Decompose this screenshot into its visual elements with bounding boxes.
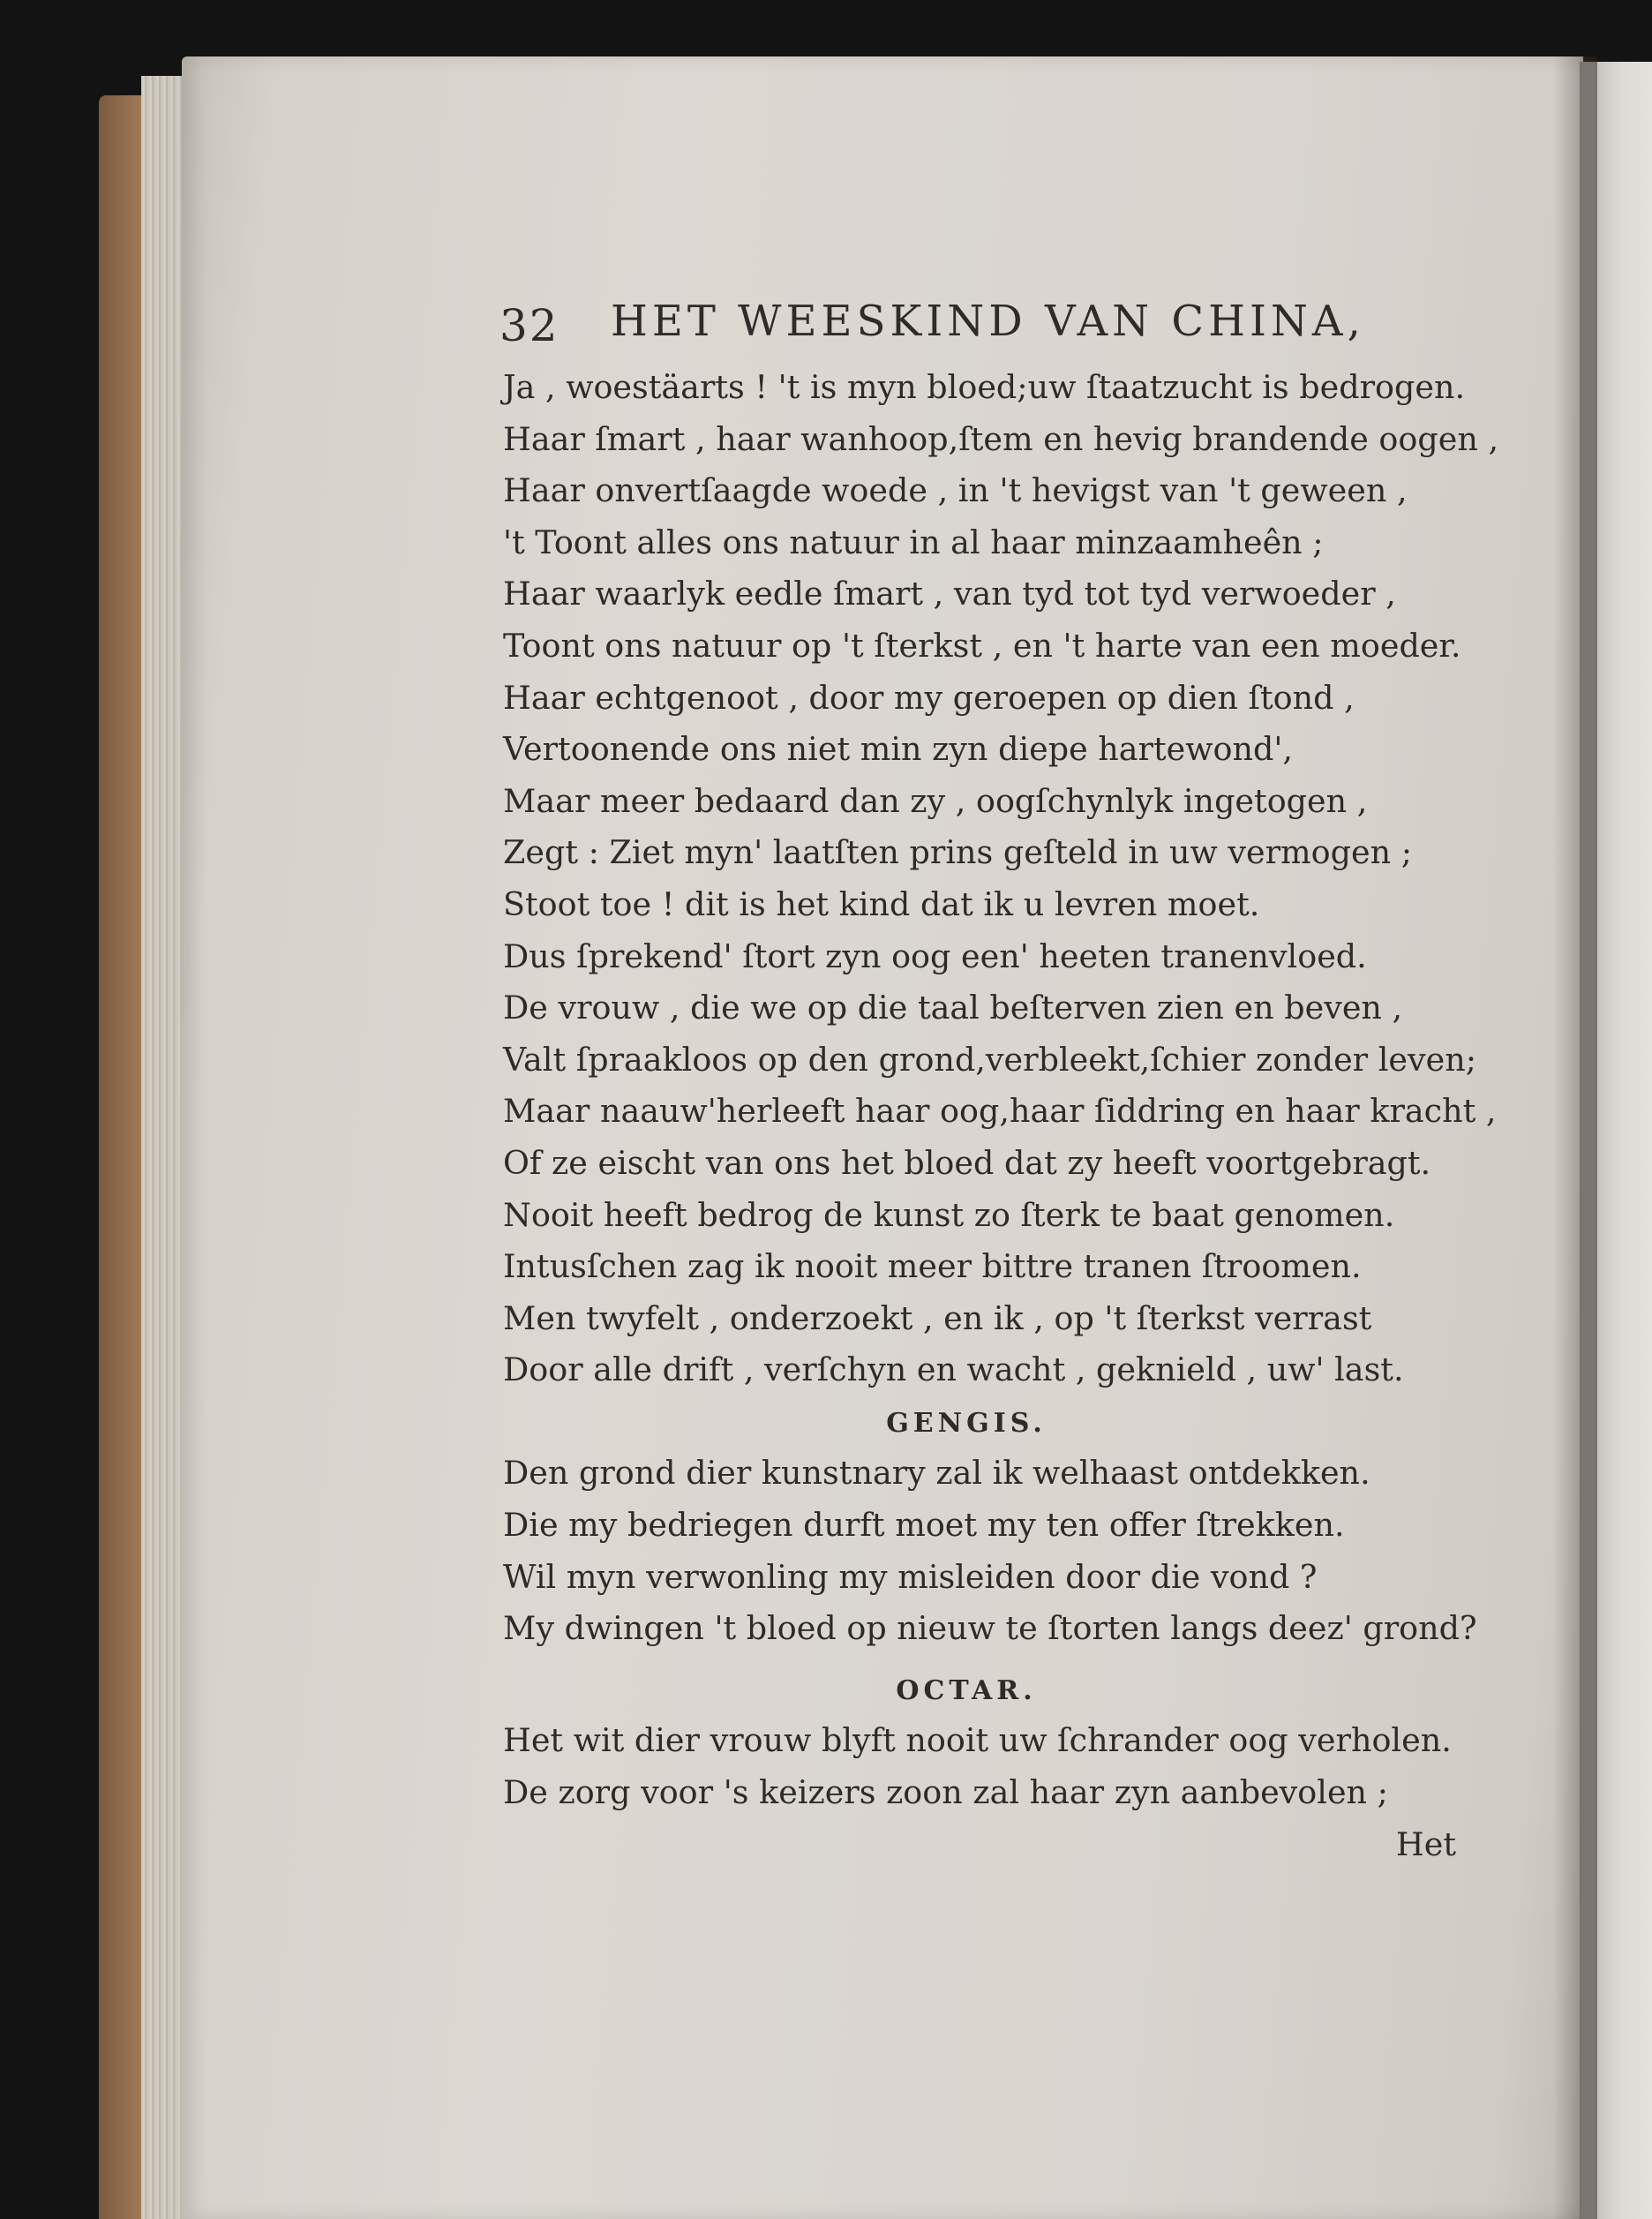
verse-line: Den grond dier kunstnary zal ik welhaast ontdekken. — [503, 1454, 1370, 1493]
verse-line: Maar naauw'herleeft haar oog,haar ſiddring en haar kracht , — [503, 1092, 1497, 1131]
verse-line: Zegt : Ziet myn' laatſten prins geſteld in uw vermogen ; — [503, 833, 1413, 872]
spacer — [503, 1655, 1465, 1664]
running-title: HET WEESKIND VAN CHINA, — [611, 297, 1365, 346]
verse-line: Vertoonende ons niet min zyn diepe hartewond', — [503, 730, 1293, 769]
running-head — [499, 295, 1365, 357]
verse-line: Dus ſprekend' ſtort zyn oog een' heeten tranenvloed. — [503, 936, 1367, 975]
gutter-shadow — [1553, 56, 1597, 2219]
verse-line: Of ze eischt van ons het bloed dat zy heeft voortgebragt. — [503, 1143, 1431, 1182]
verse-line: Die my bedriegen durft moet my ten offer ſtrekken. — [503, 1506, 1345, 1545]
verse-line: Intusſchen zag ik nooit meer bittre tranen ſtroomen. — [503, 1247, 1362, 1286]
verse-line: De zorg voor 's keizers zoon zal haar zyn aanbevolen ; — [503, 1773, 1388, 1812]
verse-line: 't Toont alles ons natuur in al haar minzaamheên ; — [503, 523, 1324, 561]
speaker-name: OCTAR. — [896, 1674, 1037, 1706]
verse-line: Wil myn verwonling my misleiden door die vond ? — [503, 1557, 1318, 1596]
verse-line: Het wit dier vrouw blyft nooit uw ſchrander oog verholen. — [503, 1721, 1452, 1760]
verse-line: Men twyfelt , onderzoekt , en ik , op 't ſterkst verrast — [503, 1298, 1372, 1337]
verse-line: De vrouw , die we op die taal beſterven zien en beven , — [503, 989, 1403, 1027]
verse-line: Ja , woestäarts ! 't is myn bloed;uw ſtaatzucht is bedrogen. — [503, 368, 1466, 406]
verse-line: Stoot toe ! dit is het kind dat ik u levren moet. — [503, 884, 1260, 923]
page-number: 32 — [499, 300, 559, 351]
verse-line: My dwingen 't bloed op nieuw te ſtorten langs deez' grond? — [503, 1609, 1477, 1648]
verse-line: Maar meer bedaard dan zy , oogſchynlyk ingetogen , — [503, 781, 1368, 820]
verse-line: Haar onvertſaagde woede , in 't hevigst van 't geween , — [503, 471, 1408, 510]
verse-line: Haar echtgenoot , door my geroepen op dien ſtond , — [503, 678, 1355, 717]
verse-line: Nooit heeft bedrog de kunst zo ſterk te baat genomen. — [503, 1195, 1395, 1234]
verse-line: Toont ons natuur op 't ſterkst , en 't harte van een moeder. — [503, 626, 1461, 665]
verse-text — [503, 362, 1499, 1870]
catchword: Het — [1395, 1824, 1456, 1863]
verse-line: Valt ſpraakloos op den grond,verbleekt,ſchier zonder leven; — [503, 1040, 1477, 1079]
verse-line: Haar waarlyk eedle ſmart , van tyd tot tyd verwoeder , — [503, 575, 1396, 613]
speaker-name: GENGIS. — [886, 1407, 1047, 1439]
verse-line: Haar ſmart , haar wanhoop,ſtem en hevig brandende oogen , — [503, 419, 1499, 458]
verse-line: Door alle drift , verſchyn en wacht , geknield , uw' last. — [503, 1350, 1404, 1389]
